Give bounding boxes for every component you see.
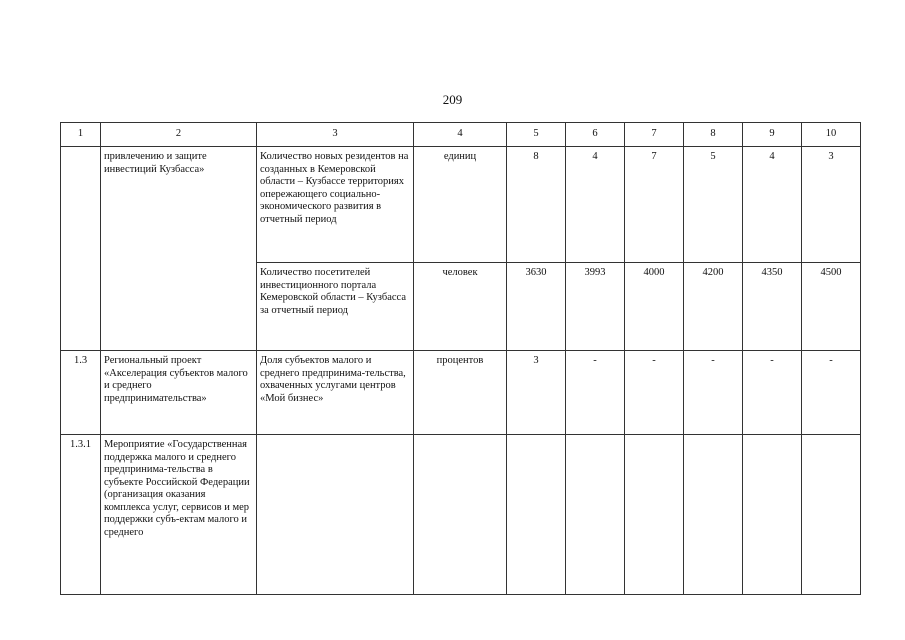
table-row <box>61 351 861 435</box>
column-header: 10 <box>802 123 861 147</box>
indicators-table <box>60 122 861 595</box>
indicator-cell: Количество посетителей инвестиционного портала Кемеровской области – Кузбасса за отчетный период <box>257 263 414 351</box>
measure-name-cell: Мероприятие «Государственная поддержка малого и среднего предпринима-тельства в субъекте Российской Федерации (организация оказания комплекса услуг, сервисов и мер поддержки субъ-ектам малого и среднего <box>101 435 257 595</box>
value-cell: 4 <box>743 147 802 263</box>
value-cell <box>625 435 684 595</box>
value-cell: 4000 <box>625 263 684 351</box>
column-header: 8 <box>684 123 743 147</box>
value-cell: 5 <box>684 147 743 263</box>
value-cell: 3 <box>802 147 861 263</box>
value-cell: 4500 <box>802 263 861 351</box>
unit-cell <box>414 435 507 595</box>
measure-name-cell: привлечению и защите инвестиций Кузбасса» <box>101 147 257 351</box>
value-cell <box>802 435 861 595</box>
unit-cell: процентов <box>414 351 507 435</box>
indicator-cell <box>257 435 414 595</box>
table-row <box>61 435 861 595</box>
indicator-cell: Количество новых резидентов на созданных в Кемеровской области – Кузбассе территориях опережающего социально-экономического развития в отчетный период <box>257 147 414 263</box>
value-cell: 3 <box>507 351 566 435</box>
value-cell: 4 <box>566 147 625 263</box>
column-header: 9 <box>743 123 802 147</box>
table-header-row <box>61 123 861 147</box>
column-header: 1 <box>61 123 101 147</box>
value-cell <box>743 435 802 595</box>
unit-cell: человек <box>414 263 507 351</box>
value-cell: - <box>684 351 743 435</box>
column-header: 4 <box>414 123 507 147</box>
value-cell <box>507 435 566 595</box>
column-header: 5 <box>507 123 566 147</box>
value-cell: - <box>625 351 684 435</box>
value-cell: 7 <box>625 147 684 263</box>
row-number-cell: 1.3 <box>61 351 101 435</box>
indicator-cell: Доля субъектов малого и среднего предпринима-тельства, охваченных услугами центров «Мой бизнес» <box>257 351 414 435</box>
value-cell: 4200 <box>684 263 743 351</box>
value-cell: - <box>566 351 625 435</box>
row-number-cell <box>61 147 101 351</box>
value-cell: - <box>743 351 802 435</box>
column-header: 3 <box>257 123 414 147</box>
measure-name-cell: Региональный проект «Акселерация субъектов малого и среднего предпринимательства» <box>101 351 257 435</box>
value-cell <box>684 435 743 595</box>
column-header: 6 <box>566 123 625 147</box>
value-cell: - <box>802 351 861 435</box>
value-cell: 3993 <box>566 263 625 351</box>
column-header: 7 <box>625 123 684 147</box>
value-cell: 8 <box>507 147 566 263</box>
row-number-cell: 1.3.1 <box>61 435 101 595</box>
value-cell: 3630 <box>507 263 566 351</box>
unit-cell: единиц <box>414 147 507 263</box>
table-row <box>61 147 861 263</box>
value-cell <box>566 435 625 595</box>
column-header: 2 <box>101 123 257 147</box>
value-cell: 4350 <box>743 263 802 351</box>
page-number: 209 <box>442 92 463 107</box>
